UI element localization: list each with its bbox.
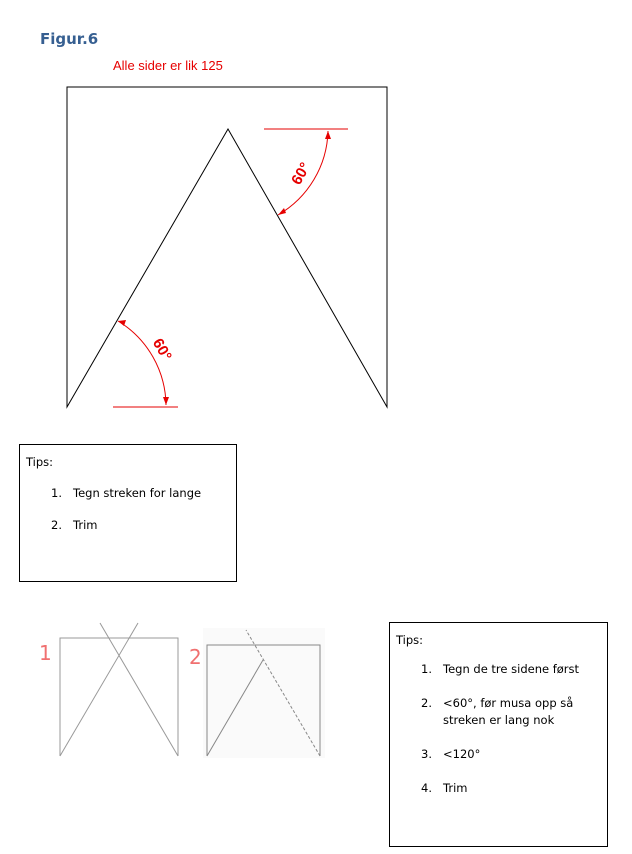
list-item [421,695,601,729]
list-item-text: <60°, før musa opp så streken er lang nok [443,696,574,727]
side-length-note: Alle sider er lik 125 [113,58,223,73]
list-item [421,780,601,797]
upper-arc-arrow-top [325,131,331,139]
list-item [421,746,601,763]
list-item [51,485,231,502]
tips-box-2 [389,622,608,847]
list-item-number: 1. [51,486,62,500]
sketch-1-left-stroke [60,623,138,756]
upper-arc-arrow-bottom [278,208,286,215]
list-item-number: 2. [421,696,432,710]
lower-arc-arrow-bottom [163,397,169,405]
tips-box-1-title: Tips: [26,455,54,469]
list-item-text: Tegn de tre sidene først [443,662,580,676]
tips-box-1-list [51,485,231,549]
list-item-number: 2. [51,518,62,532]
sketch-1-step-mark: 1 [39,641,52,665]
upper-angle-label: 60° [288,159,315,188]
list-item-text: <120° [443,747,481,761]
lower-angle-label: 60° [148,335,175,364]
sketch-1-right-stroke [100,623,178,756]
list-item-text: Trim [73,518,98,532]
list-item-number: 3. [421,747,432,761]
main-shape-outline [67,87,387,407]
list-item-number: 4. [421,781,432,795]
list-item [421,661,601,678]
tips-box-2-list [421,661,601,814]
tips-box-2-title: Tips: [396,633,424,647]
sketch-2-background [203,628,325,758]
list-item-number: 1. [421,662,432,676]
sketch-2-step-mark: 2 [189,645,202,669]
tips-box-1 [19,444,237,582]
list-item-text: Tegn streken for lange [73,486,202,500]
lower-angle-arc [118,321,166,405]
figure-heading: Figur.6 [40,30,99,48]
list-item [51,517,231,534]
list-item-text: Trim [443,781,468,795]
